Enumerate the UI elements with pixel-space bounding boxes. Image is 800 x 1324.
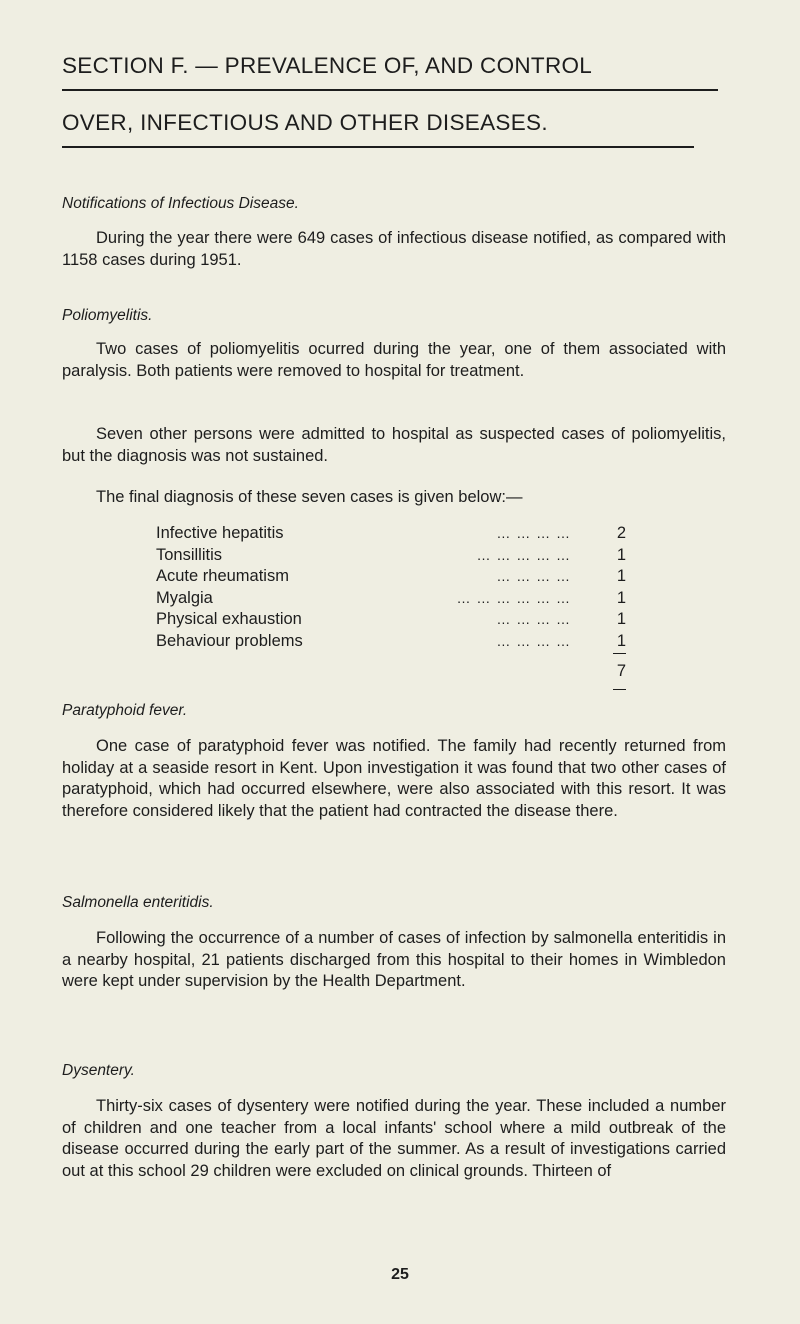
- diagnosis-label: Behaviour problems: [156, 631, 303, 650]
- section-title-line-1: SECTION F. — PREVALENCE OF, AND CONTROL: [62, 53, 593, 78]
- notifications-paragraph: During the year there were 649 cases of infectious disease notified, as compared with 1158 cases during 1951.: [62, 229, 726, 269]
- diagnosis-total: 7: [616, 662, 626, 680]
- leader-dots: … … … …: [496, 568, 571, 584]
- diagnosis-row: [156, 632, 626, 654]
- diagnosis-label: Tonsillitis: [156, 545, 223, 564]
- diagnosis-label: Myalgia: [156, 588, 213, 607]
- leader-dots: … … … …: [496, 632, 571, 649]
- dysentery-paragraph: Thirty-six cases of dysentery were notified during the year. These included a number of children and one teacher from a local infants' school where a mild outbreak of the disease occurred during the early part of the summer. As a result of investigations carried out at this school 29 children were excluded on clinical grounds. Thirteen of: [62, 1097, 726, 1180]
- diagnosis-count: 1: [616, 631, 626, 650]
- leader-dots: … … … … … …: [456, 589, 571, 606]
- diagnosis-row: [156, 524, 626, 546]
- poliomyelitis-heading: Poliomyelitis.: [62, 307, 153, 324]
- dysentery-heading: Dysentery.: [62, 1062, 135, 1079]
- page-number: 25: [391, 1266, 409, 1283]
- diagnosis-row: [156, 546, 626, 568]
- diagnosis-row: [156, 610, 626, 632]
- diagnosis-label: Infective hepatitis: [156, 524, 284, 542]
- poliomyelitis-paragraph-1: Two cases of poliomyelitis ocurred during the year, one of them associated with paralysis. Both patients were removed to hospital for treatment.: [62, 340, 726, 380]
- leader-dots: … … … …: [496, 525, 571, 541]
- leader-dots: … … … … …: [476, 546, 571, 563]
- title-underline-1: [62, 89, 718, 91]
- section-title-line-2: OVER, INFECTIOUS AND OTHER DISEASES.: [62, 110, 548, 135]
- diagnosis-count: 1: [616, 545, 626, 564]
- diagnosis-list: [156, 524, 626, 653]
- diagnosis-count: 1: [616, 567, 626, 585]
- diagnosis-label: Acute rheumatism: [156, 567, 289, 585]
- paratyphoid-paragraph: One case of paratyphoid fever was notified. The family had recently returned from holiday at a seaside resort in Kent. Upon investigation it was found that two other cases of paratyphoid, which had occurred elsewhere, were also associated with this resort. It was therefore considered likely that the patient had contracted the disease there.: [62, 737, 726, 820]
- total-rule-bottom: [613, 689, 626, 690]
- salmonella-paragraph: Following the occurrence of a number of cases of infection by salmonella enteritidis in a nearby hospital, 21 patients discharged from this hospital to their homes in Wimbledon were kept under supervision by the Health Department.: [62, 929, 726, 990]
- title-underline-2: [62, 146, 694, 148]
- diagnosis-count: 1: [616, 610, 626, 628]
- diagnosis-count: 2: [616, 524, 626, 542]
- total-rule-top: [613, 653, 626, 654]
- notifications-heading: Notifications of Infectious Disease.: [62, 195, 299, 212]
- paratyphoid-heading: Paratyphoid fever.: [62, 702, 188, 719]
- leader-dots: … … … …: [496, 611, 571, 627]
- salmonella-heading: Salmonella enteritidis.: [62, 894, 214, 911]
- diagnosis-row: [156, 567, 626, 589]
- diagnosis-row: [156, 589, 626, 611]
- poliomyelitis-paragraph-2: Seven other persons were admitted to hospital as suspected cases of poliomyelitis, but the diagnosis was not sustained.: [62, 425, 726, 465]
- diagnosis-intro: The final diagnosis of these seven cases is given below:—: [96, 488, 523, 506]
- diagnosis-label: Physical exhaustion: [156, 610, 302, 628]
- diagnosis-count: 1: [616, 588, 626, 607]
